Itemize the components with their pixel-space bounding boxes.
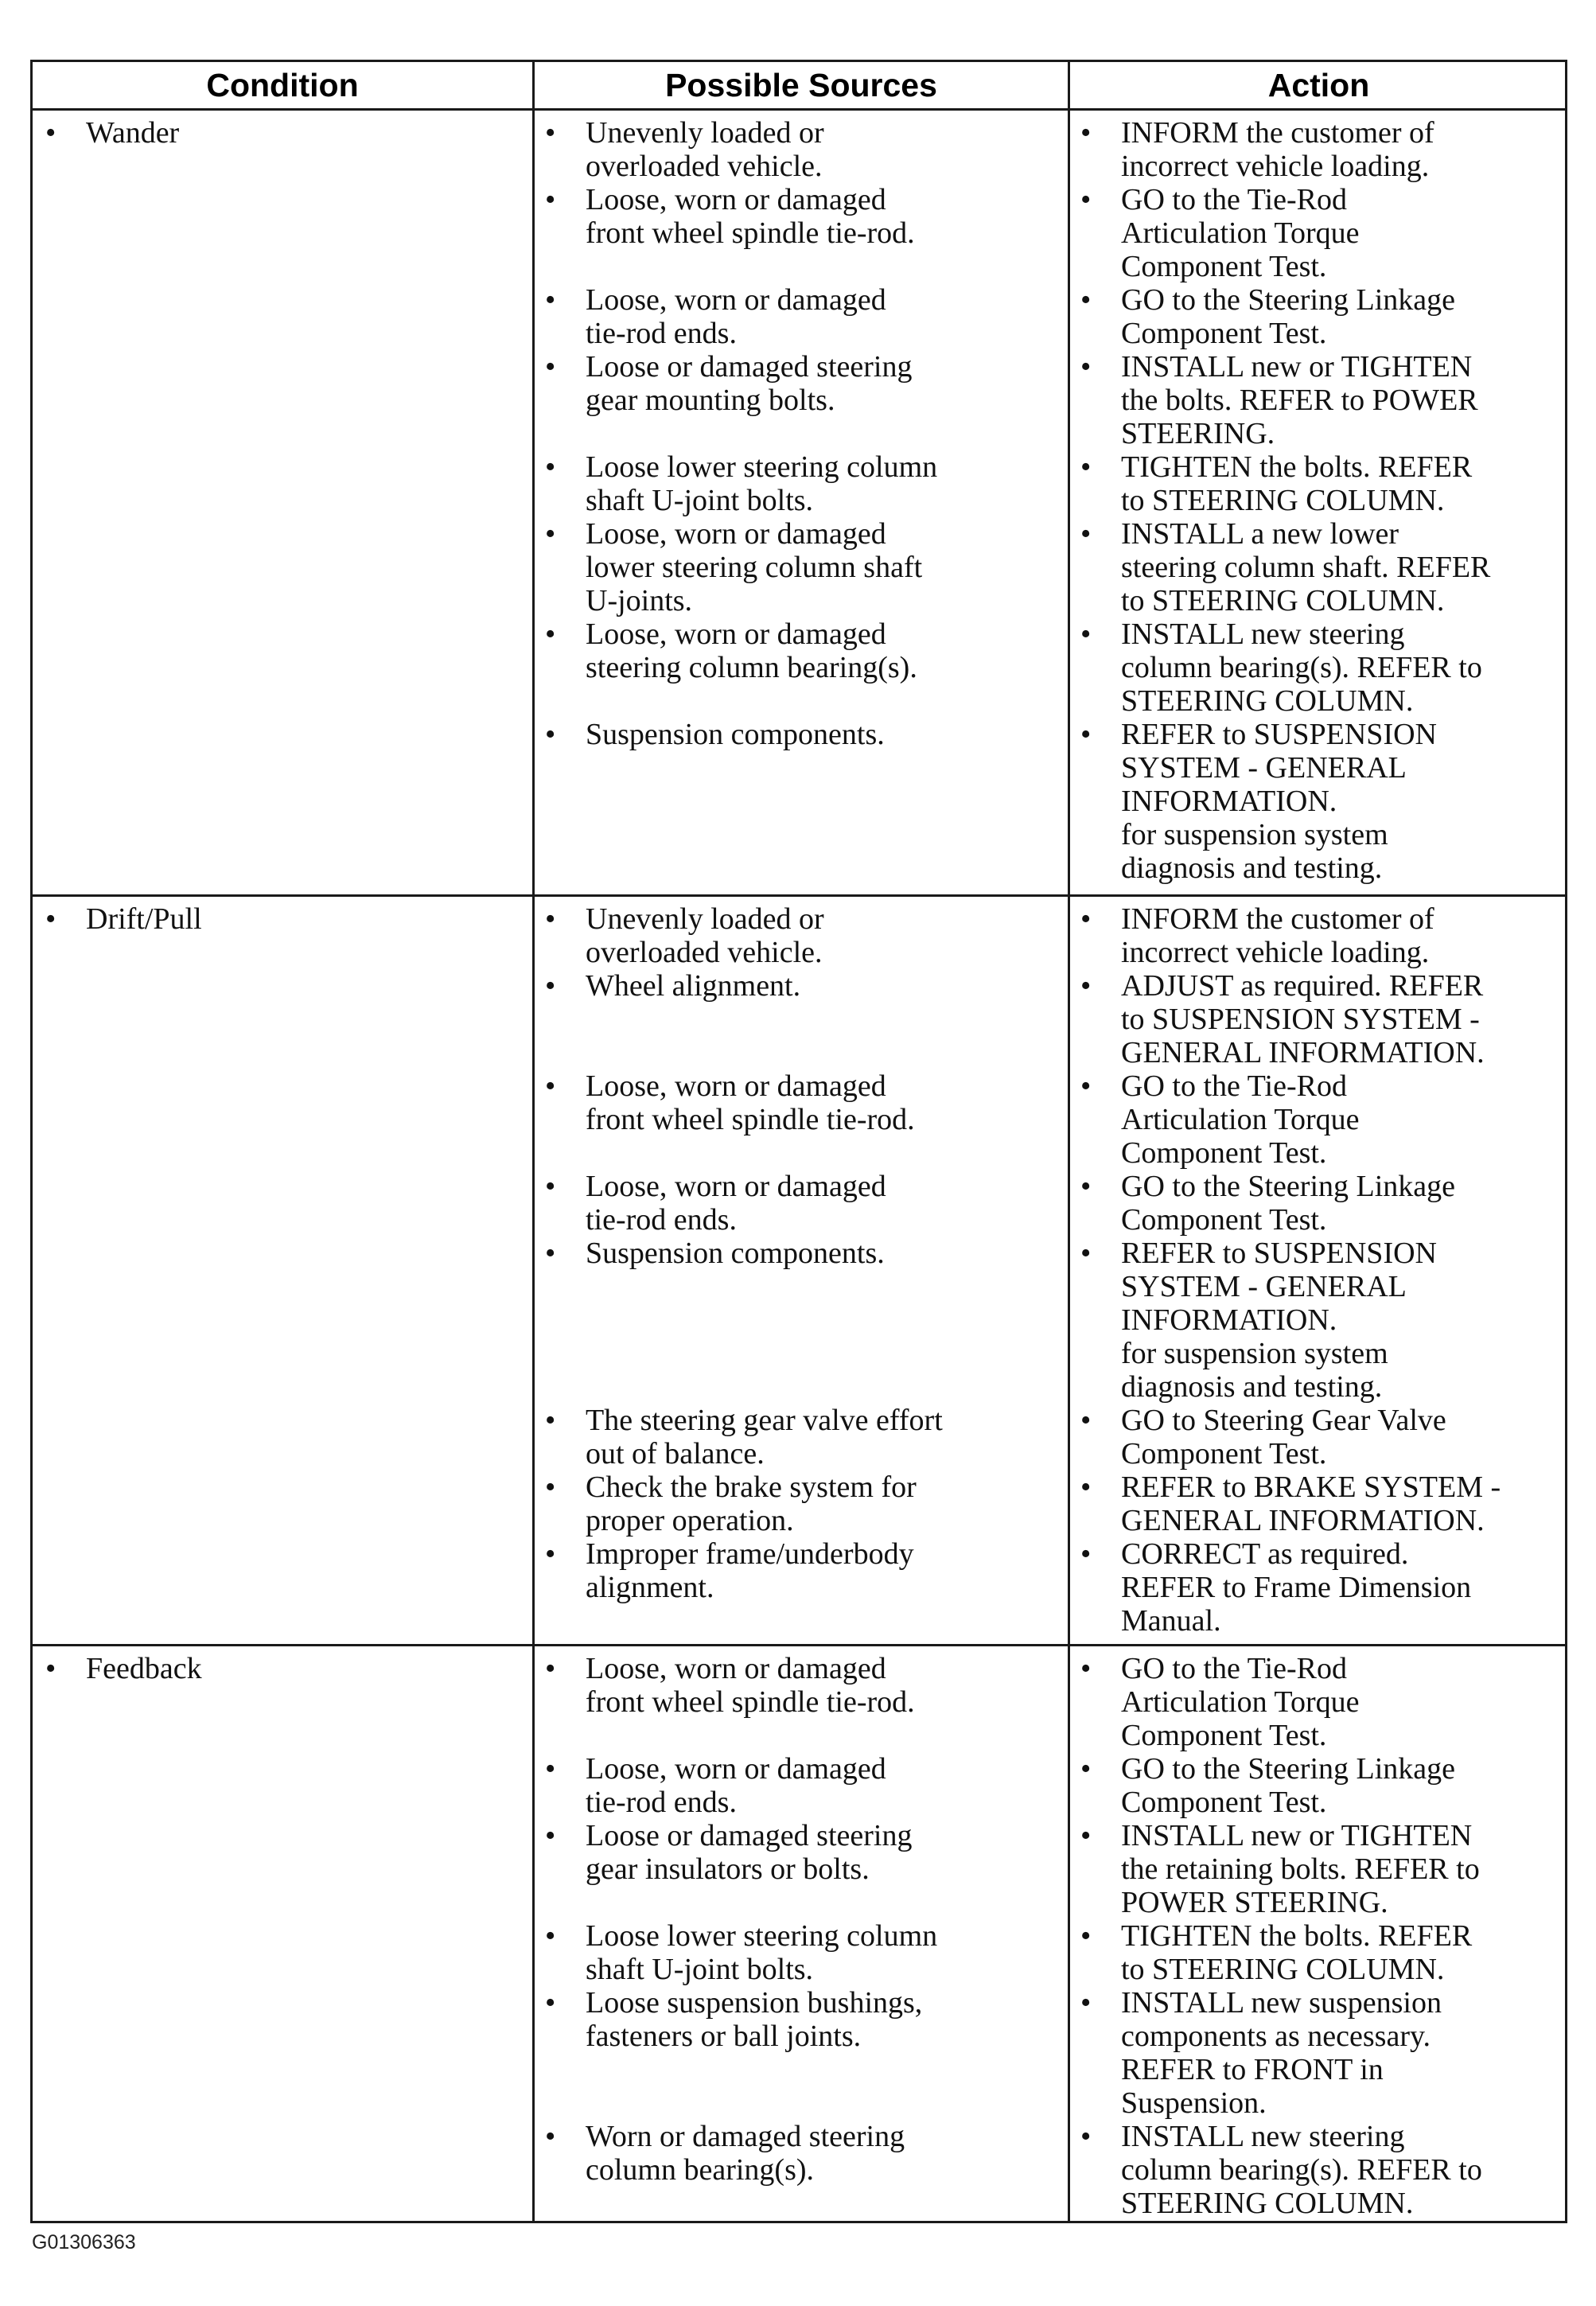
source-item: • Loose suspension bushings, fasteners or ball joints.: [532, 1986, 922, 2053]
source-item: • Loose, worn or damaged tie-rod ends.: [532, 1170, 886, 1237]
source-item: • Unevenly loaded or overloaded vehicle.: [532, 116, 824, 183]
action-item: • GO to the Steering Linkage Component Test.: [1068, 1170, 1455, 1237]
source-item: • The steering gear valve effort out of balance.: [532, 1404, 943, 1470]
action-item: • INFORM the customer of incorrect vehicle loading.: [1068, 902, 1434, 969]
condition-cell: [33, 902, 526, 936]
header-action: Action: [1267, 66, 1370, 103]
source-item: • Loose, worn or damaged tie-rod ends.: [532, 1752, 886, 1819]
source-item: • Suspension components.: [532, 718, 885, 751]
source-item: • Loose, worn or damaged tie-rod ends.: [532, 283, 886, 350]
condition-feedback: • Feedback: [33, 1652, 526, 1685]
diagnosis-table: [30, 60, 1567, 2223]
action-item: • GO to the Tie-Rod Articulation Torque Component Test.: [1068, 183, 1360, 283]
action-item: • INSTALL new suspension components as necessary. REFER to FRONT in Suspension.: [1068, 1986, 1442, 2120]
condition-drift-pull: • Drift/Pull: [33, 902, 526, 936]
source-item: • Improper frame/underbody alignment.: [532, 1537, 914, 1604]
action-item: • INSTALL new or TIGHTEN the retaining bolts. REFER to POWER STEERING.: [1068, 1819, 1480, 1919]
source-item: • Worn or damaged steering column bearing(s).: [532, 2120, 905, 2187]
source-item: • Check the brake system for proper operation.: [532, 1470, 917, 1537]
source-item: • Wheel alignment.: [532, 969, 800, 1003]
source-item: • Loose or damaged steering gear mounting bolts.: [532, 350, 912, 417]
action-item: • REFER to SUSPENSION SYSTEM - GENERAL INFORMATION. for suspension system diagnosis and testing.: [1068, 1237, 1437, 1404]
figure-code: G01306363: [32, 2231, 136, 2253]
condition-cell: [33, 1652, 526, 1685]
action-item: • GO to the Steering Linkage Component Test.: [1068, 283, 1455, 350]
action-item: • GO to the Tie-Rod Articulation Torque Component Test.: [1068, 1069, 1360, 1170]
source-item: • Loose, worn or damaged front wheel spindle tie-rod.: [532, 183, 915, 250]
source-item: • Loose lower steering column shaft U-joint bolts.: [532, 450, 937, 517]
action-item: • GO to Steering Gear Valve Component Test.: [1068, 1404, 1446, 1470]
row-divider: [33, 894, 1565, 897]
action-item: • GO to the Steering Linkage Component Test.: [1068, 1752, 1455, 1819]
action-item: • INSTALL new steering column bearing(s). REFER to STEERING COLUMN.: [1068, 2120, 1482, 2220]
header-possible-sources: Possible Sources: [665, 66, 937, 103]
action-item: • TIGHTEN the bolts. REFER to STEERING COLUMN.: [1068, 450, 1472, 517]
source-item: • Loose, worn or damaged steering column bearing(s).: [532, 617, 917, 684]
source-item: • Loose, worn or damaged front wheel spindle tie-rod.: [532, 1069, 915, 1136]
source-item: • Loose, worn or damaged front wheel spindle tie-rod.: [532, 1652, 915, 1719]
action-item: • INSTALL new or TIGHTEN the bolts. REFER to POWER STEERING.: [1068, 350, 1478, 450]
action-item: • TIGHTEN the bolts. REFER to STEERING COLUMN.: [1068, 1919, 1472, 1986]
action-item: • ADJUST as required. REFER to SUSPENSION SYSTEM - GENERAL INFORMATION.: [1068, 969, 1485, 1069]
row-divider: [33, 1644, 1565, 1646]
action-item: • INSTALL a new lower steering column shaft. REFER to STEERING COLUMN.: [1068, 517, 1490, 617]
source-item: • Loose or damaged steering gear insulators or bolts.: [532, 1819, 912, 1886]
action-item: • GO to the Tie-Rod Articulation Torque Component Test.: [1068, 1652, 1360, 1752]
source-item: • Loose lower steering column shaft U-joint bolts.: [532, 1919, 937, 1986]
header-divider: [33, 108, 1565, 111]
source-item: • Loose, worn or damaged lower steering column shaft U-joints.: [532, 517, 922, 617]
source-item: • Suspension components.: [532, 1237, 885, 1270]
action-item: • INFORM the customer of incorrect vehicle loading.: [1068, 116, 1434, 183]
source-item: • Unevenly loaded or overloaded vehicle.: [532, 902, 824, 969]
condition-cell: [33, 116, 526, 150]
action-item: • REFER to SUSPENSION SYSTEM - GENERAL INFORMATION. for suspension system diagnosis and testing.: [1068, 718, 1437, 885]
action-item: • CORRECT as required. REFER to Frame Dimension Manual.: [1068, 1537, 1471, 1638]
action-item: • INSTALL new steering column bearing(s). REFER to STEERING COLUMN.: [1068, 617, 1482, 718]
condition-wander: • Wander: [33, 116, 526, 150]
action-item: • REFER to BRAKE SYSTEM - GENERAL INFORMATION.: [1068, 1470, 1501, 1537]
header-condition: Condition: [206, 66, 359, 103]
